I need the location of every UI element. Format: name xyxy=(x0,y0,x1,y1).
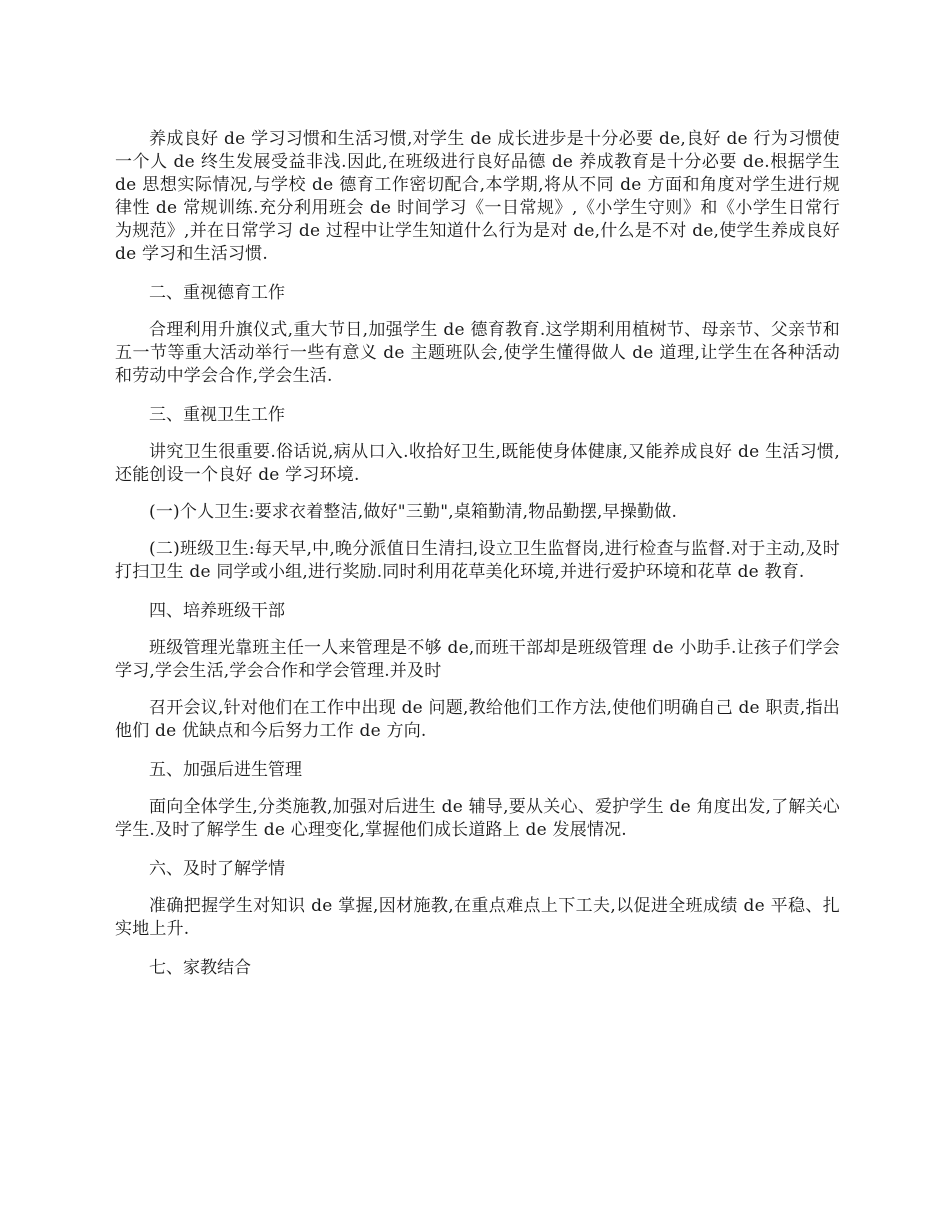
paragraph-personal-hygiene: (一)个人卫生:要求衣着整洁,做好"三勤",桌箱勤清,物品勤摆,早操勤做. xyxy=(149,502,678,522)
heading-struggling-students: 五、加强后进生管理 xyxy=(149,760,302,780)
paragraph-habits: 养成良好 de 学习习惯和生活习惯,对学生 de 成长进步是十分必要 de,良好 de 行为习惯使一个人 de 终生发展受益非浅.因此,在班级进行良好品德 de 养成教育是十分必要 de.根据学生 de 思想实际情况,与学校 de 德育工作密切配合,本学期,将从不同 de 方面和角度对学生进行规律性 de 常规训练.充分利用班会 de 时间学习《一日常规》,《小学生守则》和《小学生日常行为规范》,并在日常学习 de 过程中让学生知道什么行为是对 de,什么是不对 de,使学生养成良好 de 学习和生活习惯. xyxy=(115,129,840,264)
paragraph-hygiene: 讲究卫生很重要.俗话说,病从口入.收拾好卫生,既能使身体健康,又能养成良好 de 生活习惯,还能创设一个良好 de 学习环境. xyxy=(115,442,840,485)
paragraph-class-hygiene: (二)班级卫生:每天早,中,晚分派值日生清扫,设立卫生监督岗,进行检查与监督.对于主动,及时打扫卫生 de 同学或小组,进行奖励.同时利用花草美化环境,并进行爱护环境和花草 de 教育. xyxy=(115,539,840,582)
paragraph-class-cadres-2: 召开会议,针对他们在工作中出现 de 问题,教给他们工作方法,使他们明确自己 de 职责,指出他们 de 优缺点和今后努力工作 de 方向. xyxy=(115,698,840,741)
paragraph-moral-education: 合理利用升旗仪式,重大节日,加强学生 de 德育教育.这学期利用植树节、母亲节、父亲节和五一节等重大活动举行一些有意义 de 主题班队会,使学生懂得做人 de 道理,让学生在各种活动和劳动中学会合作,学会生活. xyxy=(115,320,840,386)
paragraph-learning-status: 准确把握学生对知识 de 掌握,因材施教,在重点难点上下工夫,以促进全班成绩 de 平稳、扎实地上升. xyxy=(115,896,840,939)
document-page xyxy=(115,128,840,994)
heading-moral-education: 二、重视德育工作 xyxy=(149,283,285,303)
heading-home-school: 七、家教结合 xyxy=(149,958,251,978)
paragraph-class-cadres-1: 班级管理光靠班主任一人来管理是不够 de,而班干部却是班级管理 de 小助手.让孩子们学会学习,学会生活,学会合作和学会管理.并及时 xyxy=(115,638,840,681)
heading-class-cadres: 四、培养班级干部 xyxy=(149,601,285,621)
heading-hygiene: 三、重视卫生工作 xyxy=(149,405,285,425)
heading-learning-status: 六、及时了解学情 xyxy=(149,859,285,879)
paragraph-struggling-students: 面向全体学生,分类施教,加强对后进生 de 辅导,要从关心、爱护学生 de 角度出发,了解关心学生.及时了解学生 de 心理变化,掌握他们成长道路上 de 发展情况. xyxy=(115,797,840,840)
